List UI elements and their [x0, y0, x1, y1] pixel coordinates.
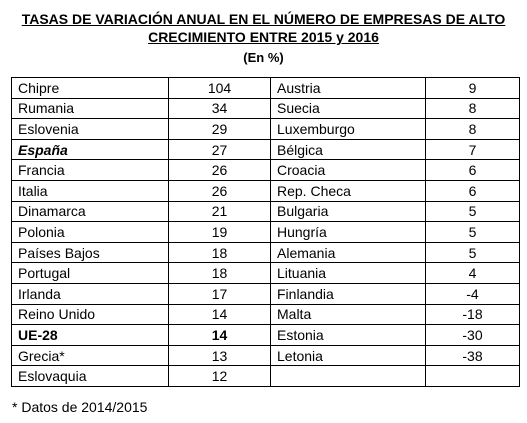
country-left-cell: Dinamarca: [12, 201, 169, 222]
country-right-cell: Letonia: [271, 345, 426, 366]
value-left-cell: 18: [169, 242, 271, 263]
value-right-cell: -30: [426, 325, 520, 346]
country-left-cell: Grecia*: [12, 345, 169, 366]
country-right-cell: Alemania: [271, 242, 426, 263]
country-right-cell: Rep. Checa: [271, 180, 426, 201]
country-right-cell: Bulgaria: [271, 201, 426, 222]
value-right-cell: -18: [426, 304, 520, 325]
value-right-cell: 4: [426, 263, 520, 284]
country-right-cell: Lituania: [271, 263, 426, 284]
value-left-cell: 29: [169, 119, 271, 140]
country-left-cell: Rumania: [12, 98, 169, 119]
growth-rate-table: [11, 77, 520, 387]
value-right-cell: 6: [426, 160, 520, 181]
table-row: [12, 180, 520, 201]
table-row: [12, 283, 520, 304]
table-row: [12, 119, 520, 140]
value-left-cell: 21: [169, 201, 271, 222]
value-left-cell: 27: [169, 139, 271, 160]
country-right-cell: Estonia: [271, 325, 426, 346]
table-title-line-2: CRECIMIENTO ENTRE 2015 y 2016: [148, 29, 379, 45]
value-left-cell: 14: [169, 325, 271, 346]
table-row: [12, 263, 520, 284]
table-row: [12, 160, 520, 181]
table-row: [12, 366, 520, 387]
value-right-cell: 5: [426, 222, 520, 243]
country-right-cell: Austria: [271, 78, 426, 99]
table-row: [12, 139, 520, 160]
table-row: [12, 78, 520, 99]
value-left-cell: 18: [169, 263, 271, 284]
country-left-cell: Países Bajos: [12, 242, 169, 263]
value-right-cell: 5: [426, 201, 520, 222]
country-left-cell: Eslovaquia: [12, 366, 169, 387]
value-right-cell: 5: [426, 242, 520, 263]
value-left-cell: 14: [169, 304, 271, 325]
value-right-cell: -38: [426, 345, 520, 366]
value-right-cell: 6: [426, 180, 520, 201]
country-right-cell: Hungría: [271, 222, 426, 243]
table-row: [12, 201, 520, 222]
table-row: [12, 242, 520, 263]
value-left-cell: 104: [169, 78, 271, 99]
country-left-cell: UE-28: [12, 325, 169, 346]
country-left-cell: Reino Unido: [12, 304, 169, 325]
table-row: [12, 345, 520, 366]
value-right-cell: [426, 366, 520, 387]
country-left-cell: Francia: [12, 160, 169, 181]
country-right-cell: Bélgica: [271, 139, 426, 160]
value-right-cell: 8: [426, 119, 520, 140]
country-left-cell: Italia: [12, 180, 169, 201]
value-left-cell: 13: [169, 345, 271, 366]
country-left-cell: Eslovenia: [12, 119, 169, 140]
value-left-cell: 26: [169, 160, 271, 181]
footnote: * Datos de 2014/2015: [12, 399, 148, 415]
value-left-cell: 19: [169, 222, 271, 243]
country-left-cell: Portugal: [12, 263, 169, 284]
table-row: [12, 325, 520, 346]
country-right-cell: Finlandia: [271, 283, 426, 304]
country-left-cell: Chipre: [12, 78, 169, 99]
value-right-cell: 7: [426, 139, 520, 160]
table-row: [12, 98, 520, 119]
table-row: [12, 222, 520, 243]
country-right-cell: Luxemburgo: [271, 119, 426, 140]
value-right-cell: -4: [426, 283, 520, 304]
value-left-cell: 17: [169, 283, 271, 304]
value-left-cell: 26: [169, 180, 271, 201]
value-left-cell: 34: [169, 98, 271, 119]
value-right-cell: 9: [426, 78, 520, 99]
country-right-cell: [271, 366, 426, 387]
country-right-cell: Suecia: [271, 98, 426, 119]
table-row: [12, 304, 520, 325]
table-unit-label: (En %): [243, 50, 284, 65]
value-left-cell: 12: [169, 366, 271, 387]
value-right-cell: 8: [426, 98, 520, 119]
table-title-line-1: TASAS DE VARIACIÓN ANUAL EN EL NÚMERO DE EMPRESAS DE ALTO: [21, 11, 506, 27]
country-left-cell: Irlanda: [12, 283, 169, 304]
country-left-cell: España: [12, 139, 169, 160]
country-right-cell: Croacia: [271, 160, 426, 181]
country-left-cell: Polonia: [12, 222, 169, 243]
country-right-cell: Malta: [271, 304, 426, 325]
